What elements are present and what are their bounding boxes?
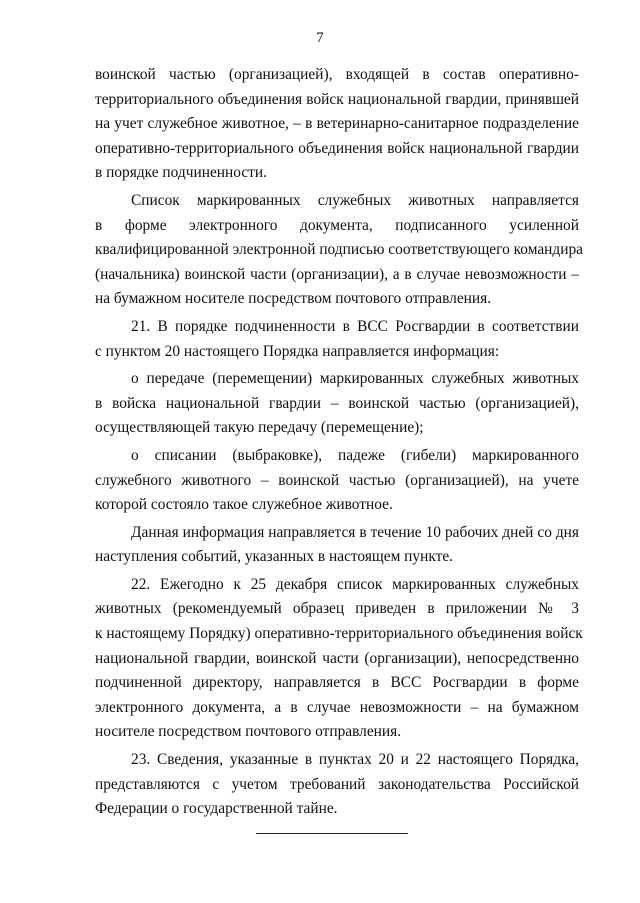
paragraph-clause-21 [95, 315, 579, 364]
text-line: 22. Ежегодно к 25 декабря список маркированных служебных [131, 575, 579, 593]
text-line: Федерации о государственной тайне. [95, 800, 338, 818]
end-separator-line [256, 833, 408, 834]
text-line: наступления событий, указанных в настоящем пункте. [95, 548, 454, 566]
text-line: 23. Сведения, указанные в пунктах 20 и 22 настоящего Порядка, [131, 751, 579, 769]
paragraph-transfer-info [95, 367, 579, 441]
text-line: которой состояло такое служебное животное. [95, 496, 393, 514]
text-line: национальной гвардии, воинской части (организации), непосредственно [95, 649, 579, 667]
document-body [95, 63, 584, 825]
text-line: о передаче (перемещении) маркированных служебных животных [131, 370, 579, 388]
text-line: животных (рекомендуемый образец приведен в приложении № 3 [95, 600, 579, 618]
text-line: о списании (выбраковке), падеже (гибели) маркированного [131, 446, 579, 464]
text-line: с пунктом 20 настоящего Порядка направляется информация: [95, 342, 500, 360]
text-line: на учет служебное животное, – в ветеринарно-санитарное подразделение [95, 115, 579, 133]
text-line: носителе посредством почтового отправления. [95, 723, 402, 741]
paragraph-clause-23 [95, 748, 579, 822]
text-line: осуществляющей такую передачу (перемещение); [95, 419, 424, 437]
text-line: оперативно-территориального объединения войск национальной гвардии [95, 139, 579, 157]
paragraph-deadline [95, 521, 579, 570]
page-number: 7 [316, 30, 324, 46]
text-line: воинской частью (организацией), входящей в состав оперативно- [95, 66, 579, 83]
text-line: подчиненной директору, направляется в ВСС Росгвардии в форме [95, 674, 579, 692]
text-line: электронного документа, а в случае невозможности – на бумажном [95, 698, 579, 716]
paragraph-list-direction [95, 189, 584, 312]
text-line: в войска национальной гвардии – воинской частью (организацией), [95, 394, 579, 412]
text-line: территориального объединения войск национальной гвардии, принявшей [95, 90, 579, 108]
text-line: в порядке подчиненности. [95, 164, 267, 182]
paragraph-writeoff-info [95, 444, 579, 518]
text-line: 21. В порядке подчиненности в ВСС Росгвардии в соответствии [131, 317, 579, 335]
text-line: квалифицированной электронной подписью соответствующего командира [95, 241, 584, 259]
text-line: Список маркированных служебных животных направляется [131, 191, 579, 209]
paragraph-continuation [95, 63, 579, 186]
text-line: в форме электронного документа, подписанного усиленной [95, 216, 579, 234]
text-line: Данная информация направляется в течение 10 рабочих дней со дня [131, 523, 579, 541]
text-line: к настоящему Порядку) оперативно-территориального объединения войск [95, 625, 583, 643]
text-line: на бумажном носителе посредством почтового отправления. [95, 290, 492, 308]
text-line: представляются с учетом требований законодательства Российской [95, 775, 579, 793]
paragraph-clause-22 [95, 573, 583, 745]
text-line: служебного животного – воинской частью (организацией), на учете [95, 471, 579, 489]
text-line: (начальника) воинской части (организации), а в случае невозможности – [95, 265, 579, 283]
